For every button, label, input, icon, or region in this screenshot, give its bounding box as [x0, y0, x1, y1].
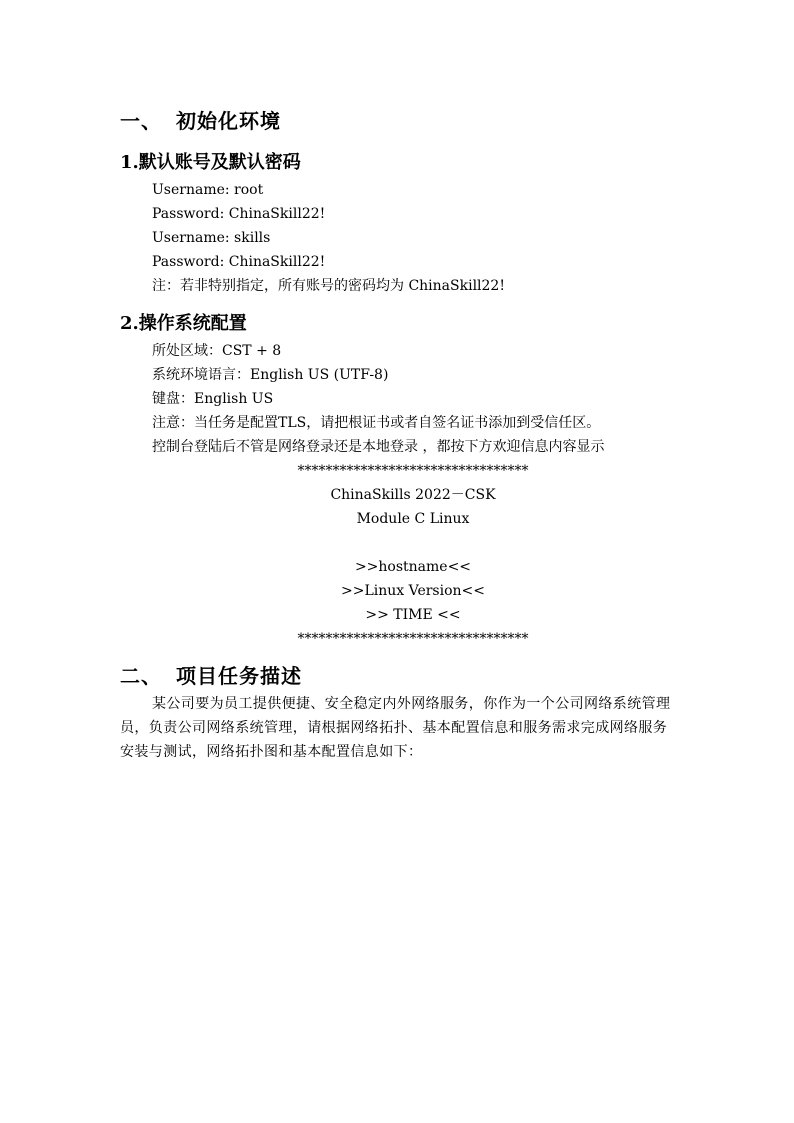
banner-line: >>Linux Version<< — [341, 583, 485, 599]
banner-line: ChinaSkills 2022－CSK — [330, 487, 496, 503]
subsection-heading-os-config: 2.操作系统配置 — [120, 313, 247, 334]
subsection-heading-default-accounts: 1.默认账号及默认密码 — [120, 152, 301, 173]
section-title: 项目任务描述 — [176, 664, 302, 688]
section-number: 二、 — [120, 664, 162, 688]
section-title: 初始化环境 — [176, 109, 281, 133]
section-heading-2 — [120, 660, 302, 689]
banner-line: Module C Linux — [356, 511, 470, 527]
task-description-paragraph: 某公司要为员工提供便捷、安全稳定内外网络服务，你作为一个公司网络系统管理员，负责公司网络系统管理，请根据网络拓扑、基本配置信息和服务需求完成网络服务安装与测试，网络拓扑图和基本配置信息如下： — [120, 696, 671, 760]
banner-line: >>hostname<< — [354, 559, 472, 575]
banner-stars-bottom: ********************************* — [297, 631, 529, 647]
banner-line: >> TIME << — [365, 607, 461, 623]
password-note: 注：若非特别指定，所有账号的密码均为 ChinaSkill22! — [152, 278, 505, 294]
account-line: Password: ChinaSkill22! — [152, 206, 326, 222]
account-line: Username: skills — [152, 230, 271, 246]
config-line: 系统环境语言：English US (UTF-8) — [152, 367, 389, 383]
account-line: Username: root — [152, 182, 264, 198]
welcome-note: 控制台登陆后不管是网络登录还是本地登录 ，都按下方欢迎信息内容显示 — [152, 439, 605, 455]
section-number: 一、 — [120, 109, 162, 133]
config-line: 所处区域：CST + 8 — [152, 343, 282, 359]
banner-stars-top: ********************************* — [297, 463, 529, 479]
config-line: 键盘：English US — [152, 391, 274, 407]
account-line: Password: ChinaSkill22! — [152, 254, 326, 270]
section-heading-1 — [120, 105, 281, 134]
tls-note: 注意：当任务是配置TLS，请把根证书或者自签名证书添加到受信任区。 — [152, 415, 601, 431]
